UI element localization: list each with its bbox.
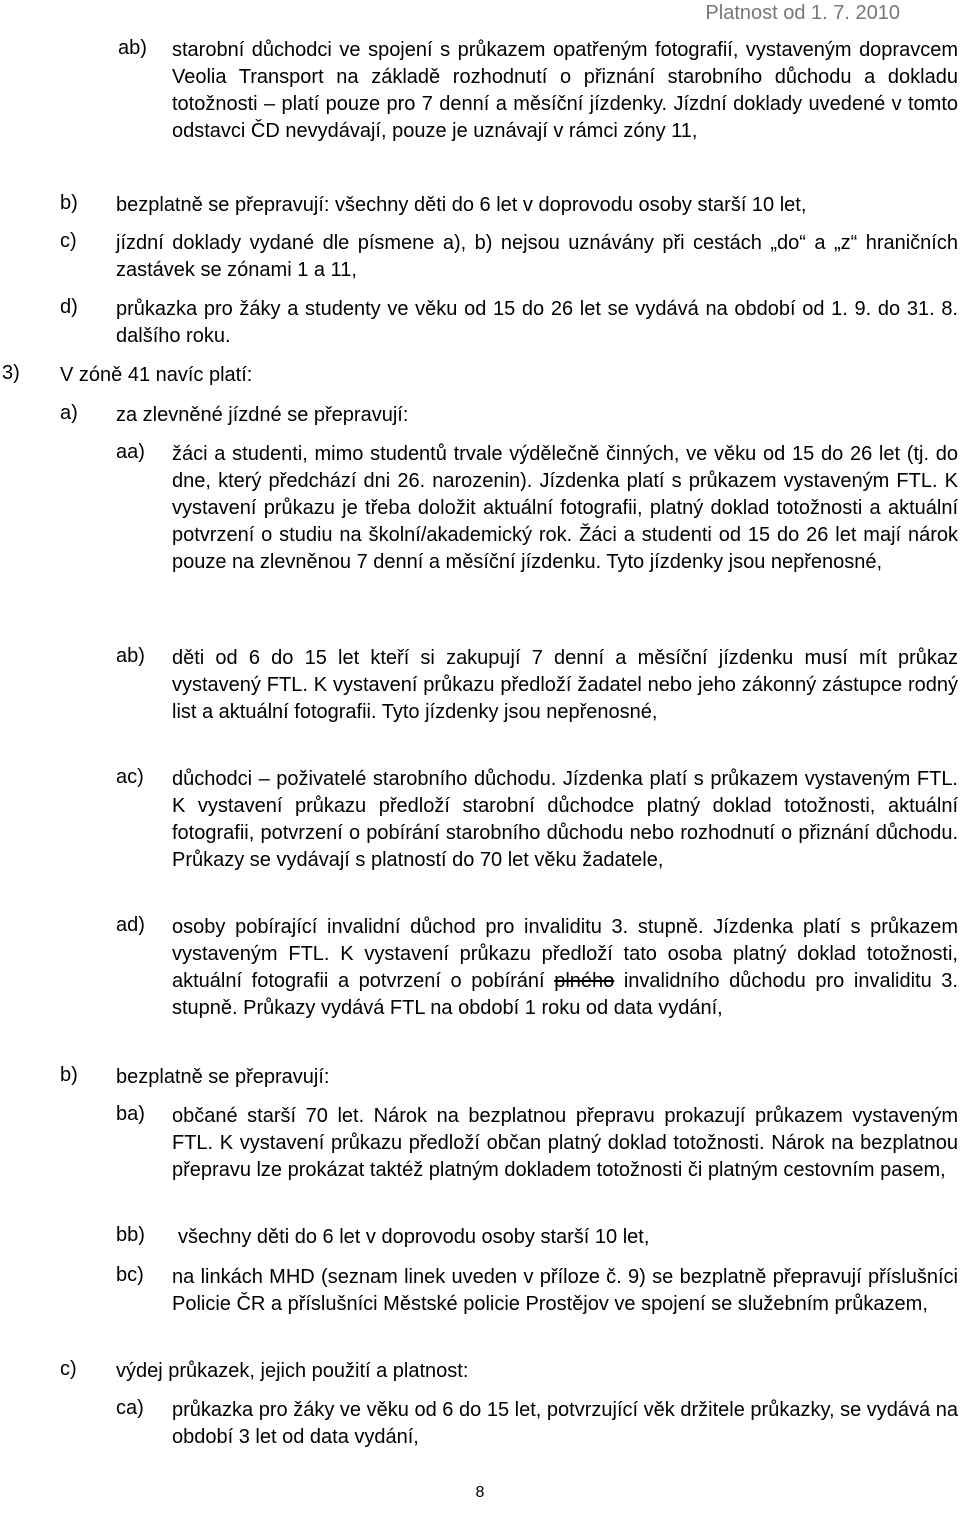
subsection-title: výdej průkazek, jejich použití a platnost: [116, 1360, 469, 1382]
validity-header: Platnost od 1. 7. 2010 [705, 2, 900, 24]
item-text: průkazka pro žáky ve věku od 6 do 15 let, potvrzující věk držitele průkazky, se vydává na období 3 let od data vydání, [172, 1399, 958, 1448]
list-item-ac [116, 766, 958, 874]
list-item-b [60, 192, 958, 219]
item-label: ac) [116, 766, 144, 788]
item-text-part: invalidního důchodu pro invaliditu 3. stupně. Průkazy vydává FTL na období 1 roku od data vydání, [172, 970, 958, 1019]
item-text-part: osoby pobírající invalidní důchod pro invaliditu 3. stupně. Jízdenka platí s průkazem vystaveným FTL. K vystavení průkazu předloží tato osoba platný doklad totožnosti, aktuální fotografii a potvrzení o pobírání [172, 916, 958, 992]
item-label: ba) [116, 1103, 145, 1125]
item-label: c) [60, 230, 77, 252]
struck-text: plného [554, 970, 615, 992]
item-text: žáci a studenti, mimo studentů trvale výdělečně činných, ve věku od 15 do 26 let (tj. do dne, který předchází dni 26. narozenin). Jízdenka platí s průkazem vystaveným FTL. K vystavení průkazu je třeba doložit aktuální fotografii, platný doklad totožnosti a aktuální potvrzení o studiu na školní/akademický rok. Žáci a studenti od 15 do 26 let mají nárok pouze na zlevněnou 7 denní a měsíční jízdenku. Tyto jízdenky jsou nepřenosné, [172, 443, 958, 573]
item-text: průkazka pro žáky a studenty ve věku od 15 do 26 let se vydává na období od 1. 9. do 31. 8. dalšího roku. [116, 298, 958, 347]
item-label: ab) [116, 645, 145, 667]
list-item-aa [116, 441, 958, 576]
list-item-bb [116, 1224, 958, 1251]
item-text: občané starší 70 let. Nárok na bezplatnou přepravu prokazují průkazem vystaveným FTL. K vystavení průkazu předloží občan platný doklad totožnosti. Nárok na bezplatnou přepravu lze prokázat taktéž platným dokladem totožnosti či platným cestovním pasem, [172, 1105, 958, 1181]
subsection-a-heading [60, 402, 958, 429]
item-text: důchodci – poživatelé starobního důchodu. Jízdenka platí s průkazem vystaveným FTL. K vystavení průkazu předloží starobní důchodce platný doklad totožnosti, aktuální fotografii, potvrzení o pobírání starobního důchodu nebo rozhodnutí o přiznání důchodu. Průkazy se vydávají s platností do 70 let věku žadatele, [172, 768, 958, 871]
item-text [172, 914, 958, 1022]
item-text: bezplatně se přepravují: všechny děti do 6 let v doprovodu osoby starší 10 let, [116, 194, 807, 216]
item-label: aa) [116, 441, 145, 463]
subsection-title: bezplatně se přepravují: [116, 1066, 330, 1088]
item-text: jízdní doklady vydané dle písmene a), b) nejsou uznávány při cestách „do“ a „z“ hraničních zastávek se zónami 1 a 11, [116, 232, 958, 281]
subsection-title: za zlevněné jízdné se přepravují: [116, 404, 409, 426]
page-number: 8 [475, 1484, 485, 1501]
list-item-ad [116, 914, 958, 1022]
subsection-c-heading [60, 1358, 958, 1385]
list-item-d [60, 296, 958, 350]
item-label: d) [60, 296, 78, 318]
list-item-ba [116, 1103, 958, 1184]
section-title: V zóně 41 navíc platí: [60, 364, 253, 386]
list-item-ca [116, 1397, 958, 1451]
subsection-label: c) [60, 1358, 77, 1380]
item-label: ab) [118, 37, 147, 59]
subsection-label: b) [60, 1064, 78, 1086]
subsection-b-heading [60, 1064, 958, 1091]
item-label: ad) [116, 914, 145, 936]
section-label: 3) [2, 362, 20, 384]
subsection-label: a) [60, 402, 78, 424]
item-label: bc) [116, 1264, 144, 1286]
list-item-ab-zone41 [116, 645, 958, 726]
list-item-bc [116, 1264, 958, 1318]
item-label: b) [60, 192, 78, 214]
item-text: děti od 6 do 15 let kteří si zakupují 7 denní a měsíční jízdenku musí mít průkaz vystavený FTL. K vystavení průkazu předloží žadatel nebo jeho zákonný zástupce rodný list a aktuální fotografii. Tyto jízdenky jsou nepřenosné, [172, 647, 958, 723]
item-label: bb) [116, 1224, 145, 1246]
item-text: starobní důchodci ve spojení s průkazem opatřeným fotografií, vystaveným dopravcem Veolia Transport na základě rozhodnutí o přiznání starobního důchodu a dokladu totožnosti – platí pouze pro 7 denní a měsíční jízdenky. Jízdní doklady uvedené v tomto odstavci ČD nevydávají, pouze je uznávají v rámci zóny 11, [172, 39, 958, 142]
item-label: ca) [116, 1397, 144, 1419]
item-text: všechny děti do 6 let v doprovodu osoby starší 10 let, [178, 1226, 650, 1248]
list-item-c [60, 230, 958, 284]
item-text: na linkách MHD (seznam linek uveden v příloze č. 9) se bezplatně přepravují příslušníci Policie ČR a příslušníci Městské policie Prostějov ve spojení se služebním průkazem, [172, 1266, 958, 1315]
section-3-heading [2, 362, 902, 389]
list-item-ab [118, 37, 958, 145]
